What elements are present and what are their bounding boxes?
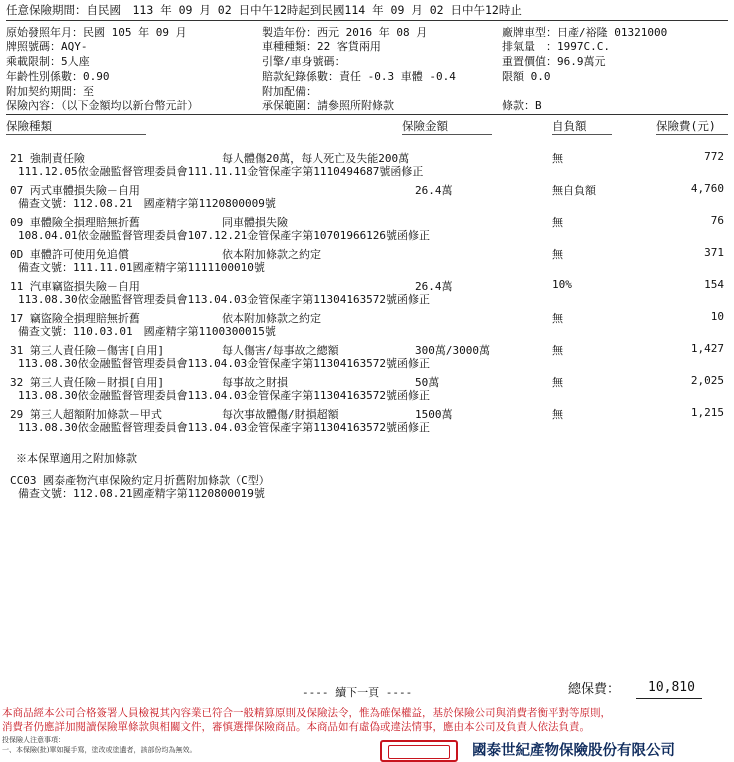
seat-limit: 乘載限制：5人座 bbox=[6, 55, 90, 68]
insurance-period: 任意保險期間：自民國 113 年 09 月 02 日中午12時起到民國114 年 09 月 02 日中午12時止 bbox=[6, 3, 522, 17]
total-underline bbox=[636, 698, 702, 699]
coverage-premium: 1,427 bbox=[690, 342, 724, 355]
divider bbox=[6, 20, 728, 21]
coverage-scope: 承保範圍：請參照所附條款 bbox=[262, 99, 394, 112]
coverage-deductible: 無自負額 bbox=[552, 184, 596, 197]
coverage-deductible: 無 bbox=[552, 344, 563, 357]
coverage-reference: 113.08.30依金融監督管理委員會113.04.03金管保產字第11304163572號函修正 bbox=[18, 421, 431, 434]
total-premium-value: 10,810 bbox=[648, 680, 695, 695]
header-underline bbox=[6, 134, 146, 135]
header-amount: 保險金額 bbox=[402, 119, 448, 133]
header-underline bbox=[552, 134, 612, 135]
continued-next-page: ---- 續下一頁 ---- bbox=[302, 686, 413, 699]
coverage-reference: 108.04.01依金融監督管理委員會107.12.21金管保產字第10701966126號函修正 bbox=[18, 229, 431, 242]
coverage-premium: 772 bbox=[704, 150, 724, 163]
coverage-detail: 同車體損失險 bbox=[222, 216, 288, 229]
attached-equipment: 附加配備： bbox=[262, 85, 317, 98]
displacement: 排氣量 ：1997C.C. bbox=[502, 40, 610, 53]
coverage-amount: 26.4萬 bbox=[415, 184, 453, 197]
coverage-detail: 依本附加條款之約定 bbox=[222, 312, 321, 325]
coverage-detail: 依本附加條款之約定 bbox=[222, 248, 321, 261]
coverage-name: 17 竊盜險全損理賠無折舊 bbox=[10, 312, 140, 325]
divider bbox=[6, 114, 728, 115]
header-underline bbox=[656, 134, 728, 135]
coverage-premium: 371 bbox=[704, 246, 724, 259]
contract-period: 附加契約期間：至 bbox=[6, 85, 94, 98]
header-deductible: 自負額 bbox=[552, 119, 587, 133]
attached-clause-reference: 備查文號：112.08.21國產精字第1120800019號 bbox=[18, 487, 265, 500]
coverage-detail: 每人傷害/每事故之總額 bbox=[222, 344, 339, 357]
company-logo bbox=[380, 740, 458, 762]
coverage-reference: 備查文號：112.08.21 國產精字第1120800009號 bbox=[18, 197, 276, 210]
coverage-detail: 每人體傷20萬，每人死亡及失能200萬 bbox=[222, 152, 410, 165]
coverage-amount: 26.4萬 bbox=[415, 280, 453, 293]
engine-number: 引擎/車身號碼： bbox=[262, 55, 346, 68]
manufacture-year: 製造年份：西元 2016 年 08 月 bbox=[262, 26, 428, 39]
coverage-name: 11 汽車竊盜損失險－自用 bbox=[10, 280, 140, 293]
coverage-premium: 76 bbox=[710, 214, 724, 227]
issue-date: 原始發照年月：民國 105 年 09 月 bbox=[6, 26, 187, 39]
coverage-amount: 50萬 bbox=[415, 376, 440, 389]
coverage-name: 31 第三人責任險－傷害[自用] bbox=[10, 344, 165, 357]
coverage-name: 0D 車體許可使用免追償 bbox=[10, 248, 129, 261]
replacement-value: 重置價值：96.9萬元 bbox=[502, 55, 606, 68]
plate-number: 牌照號碼：AQY- bbox=[6, 40, 88, 53]
header-type: 保險種類 bbox=[6, 119, 52, 133]
coverage-amount: 1500萬 bbox=[415, 408, 453, 421]
coverage-reference: 113.08.30依金融監督管理委員會113.04.03金管保產字第11304163572號函修正 bbox=[18, 357, 431, 370]
coverage-name: 07 丙式車體損失險－自用 bbox=[10, 184, 140, 197]
disclaimer: 本商品經本公司合格簽署人員檢視其內容業已符合一般精算原則及保險法令，惟為確保權益，基於保險公司與消費者衡平對等原則， bbox=[2, 707, 611, 719]
coverage-premium: 154 bbox=[704, 278, 724, 291]
coverage-premium: 4,760 bbox=[690, 182, 724, 195]
insurance-content: 保險內容：（以下金額均以新台幣元計） bbox=[6, 99, 199, 112]
coverage-premium: 10 bbox=[710, 310, 724, 323]
coverage-premium: 1,215 bbox=[690, 406, 724, 419]
coverage-reference: 113.08.30依金融監督管理委員會113.04.03金管保產字第11304163572號函修正 bbox=[18, 389, 431, 402]
coverage-reference: 111.12.05依金融監督管理委員會111.11.11金管保產字第1110494687號函修正 bbox=[18, 165, 424, 178]
coverage-name: 09 車體險全損理賠無折舊 bbox=[10, 216, 140, 229]
coverage-name: 21 強制責任險 bbox=[10, 152, 85, 165]
header-premium: 保險費(元) bbox=[656, 119, 716, 133]
age-factor: 年齡性別係數：0.90 bbox=[6, 70, 110, 83]
coverage-name: 32 第三人責任險－財損[自用] bbox=[10, 376, 165, 389]
coverage-deductible: 無 bbox=[552, 152, 563, 165]
notice-line: 一、本保險(批)單如擬手寫，塗改或塗遺者，該部份均為無效。 bbox=[2, 746, 197, 754]
brand-model: 廠牌車型：日產/裕隆 01321000 bbox=[502, 26, 668, 39]
coverage-reference: 113.08.30依金融監督管理委員會113.04.03金管保產字第11304163572號函修正 bbox=[18, 293, 431, 306]
header-underline bbox=[402, 134, 492, 135]
coverage-amount: 300萬/3000萬 bbox=[415, 344, 490, 357]
notice-title: 投保險人注意事項： bbox=[2, 736, 65, 744]
coverage-deductible: 無 bbox=[552, 312, 563, 325]
coverage-deductible: 無 bbox=[552, 408, 563, 421]
coverage-deductible: 無 bbox=[552, 376, 563, 389]
attached-clause: CC03 國泰產物汽車保險約定月折舊附加條款（C型） bbox=[10, 474, 270, 487]
coverage-name: 29 第三人超額附加條款－甲式 bbox=[10, 408, 162, 421]
coverage-detail: 每次事故體傷/財損超額 bbox=[222, 408, 339, 421]
vehicle-type: 車種種類：22 客貨兩用 bbox=[262, 40, 381, 53]
disclaimer: 消費者仍應詳加閱讀保險單條款與相關文件，審慎選擇保險商品。本商品如有虛偽或違法情事，應由本公司及負責人依法負責。 bbox=[2, 721, 590, 733]
coverage-deductible: 10% bbox=[552, 278, 572, 291]
total-premium-label: 總保費： bbox=[568, 682, 621, 697]
coverage-deductible: 無 bbox=[552, 216, 563, 229]
coverage-detail: 每事故之財損 bbox=[222, 376, 288, 389]
coverage-deductible: 無 bbox=[552, 248, 563, 261]
coverage-reference: 備查文號：110.03.01 國產精字第1100300015號 bbox=[18, 325, 276, 338]
claim-factor: 賠款紀錄係數：責任 -0.3 車體 -0.4 bbox=[262, 70, 456, 83]
company-name: 國泰世紀產物保險股份有限公司 bbox=[472, 743, 675, 759]
limit-value: 限額 0.0 bbox=[502, 70, 551, 83]
coverage-premium: 2,025 bbox=[690, 374, 724, 387]
clause-code: 條款：B bbox=[502, 99, 542, 112]
coverage-reference: 備查文號：111.11.01國產精字第1111100010號 bbox=[18, 261, 265, 274]
attached-clauses-note: ※本保單適用之附加條款 bbox=[16, 452, 137, 465]
